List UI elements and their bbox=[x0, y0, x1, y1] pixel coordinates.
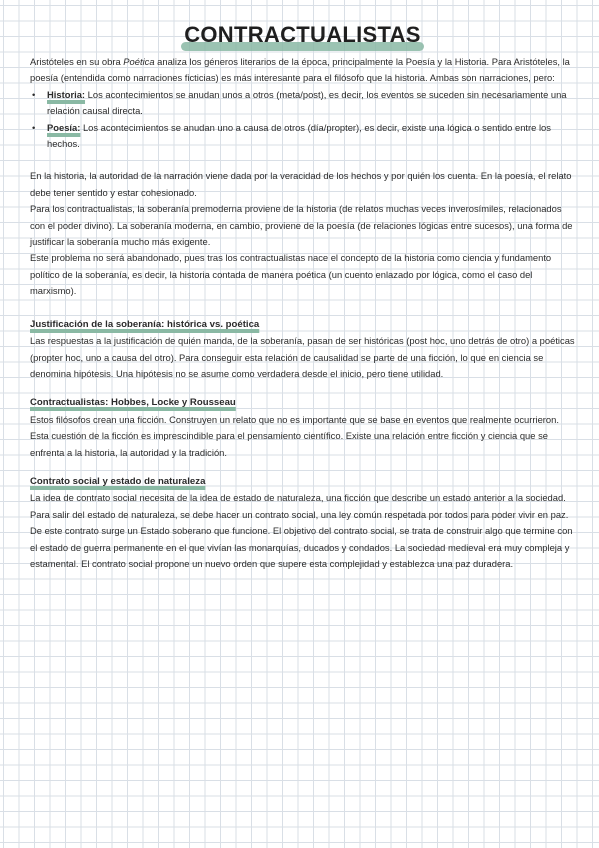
intro-paragraph bbox=[30, 54, 575, 87]
paragraph-soberania: Para los contractualistas, la soberanía premoderna proviene de la historia (de relatos muchas veces inverosímiles, relacionados con el poder divino). La soberanía moderna, en cambio, proviene de la poesía (de relaciones lógicas entre sucesos), una forma de justificar la soberanía mucho más exigente. bbox=[30, 203, 573, 248]
page-title: CONTRACTUALISTAS bbox=[184, 22, 421, 47]
spacer bbox=[30, 300, 575, 316]
list-item-poesia bbox=[30, 120, 575, 153]
intro-work-title: Poética bbox=[123, 56, 155, 67]
title-block bbox=[30, 22, 575, 48]
paragraph-autoridad: En la historia, la autoridad de la narración viene dada por la veracidad de los hechos y por quién los cuenta. En la poesía, el relato debe tener sentido y estar cohesionado. bbox=[30, 170, 572, 198]
bullet-text-historia: Los acontecimientos se anudan unos a otros (meta/post), es decir, los eventos se suceden sin necesariamente una relación causal directa. bbox=[47, 88, 567, 117]
list-item-historia bbox=[30, 87, 575, 120]
section-heading-justificacion: Justificación de la soberanía: histórica vs. poética bbox=[30, 318, 260, 330]
intro-text-1: Aristóteles en su obra bbox=[30, 56, 124, 67]
bullet-text-poesia: Los acontecimientos se anudan uno a causa de otros (día/propter), es decir, existe una lógica o sentido entre los hechos. bbox=[47, 121, 551, 150]
section-body-contractualistas: Estos filósofos crean una ficción. Construyen un relato que no es importante que se base en eventos que realmente ocurrieron. Esta cuestión de la ficción es imprescindible para el pensamiento científico. Existe una relación entre ficción y ciencia que se enfrenta a la historia, la autoridad y la tradición. bbox=[30, 413, 559, 458]
comparison-list bbox=[30, 87, 575, 153]
term-historia: Historia: bbox=[47, 88, 86, 100]
term-poesia: Poesía: bbox=[47, 121, 81, 133]
section-body-justificacion: Las respuestas a la justificación de quién manda, de la soberanía, pasan de ser históricas (post hoc, uno detrás de otro) a poéticas (propter hoc, uno a causa del otro). Para conseguir esta relación de causalidad se parte de una ficción, lo que en ciencia se denomina hipótesis. Una hipótesis no se asume como verdadera desde el inicio, pero tiene utilidad. bbox=[30, 335, 575, 379]
intro-text-2: analiza los géneros literarios de la época, principalmente la Poesía y la Historia. Para Aristóteles, la poesía (entendida como narraciones ficticias) es más interesante para el filósofo que la historia. Ambas son narraciones, pero: bbox=[30, 56, 570, 84]
paragraph-problema: Este problema no será abandonado, pues tras los contractualistas nace el concepto de la historia como ciencia y fundamento político de la soberanía, es decir, la historia contada de manera poética (un cuento enlazado por lógica, como el caso del marxismo). bbox=[30, 252, 552, 297]
section-heading-contractualistas: Contractualistas: Hobbes, Locke y Rousseau bbox=[30, 397, 236, 409]
spacer bbox=[30, 382, 575, 394]
section-heading-contrato: Contrato social y estado de naturaleza bbox=[30, 475, 206, 487]
spacer bbox=[30, 152, 575, 168]
document-body bbox=[30, 22, 575, 572]
spacer bbox=[30, 461, 575, 473]
section-body-contrato: La idea de contrato social necesita de la idea de estado de naturaleza, una ficción que describe un estado anterior a la sociedad. Para salir del estado de naturaleza, se debe hacer un contrato social, una ley común respetada por todos para poder vivir en paz. De este contrato surge un Estado soberano que funcione. El objetivo del contrato social, se trata de construir algo que termine con el estado de guerra permanente en el que vivían las monarquías, ducados y condados. La sociedad medieval era muy compleja y estamental. El contrato social propone un nuevo orden que supere esta complejidad y establezca una paz duradera. bbox=[30, 492, 573, 569]
